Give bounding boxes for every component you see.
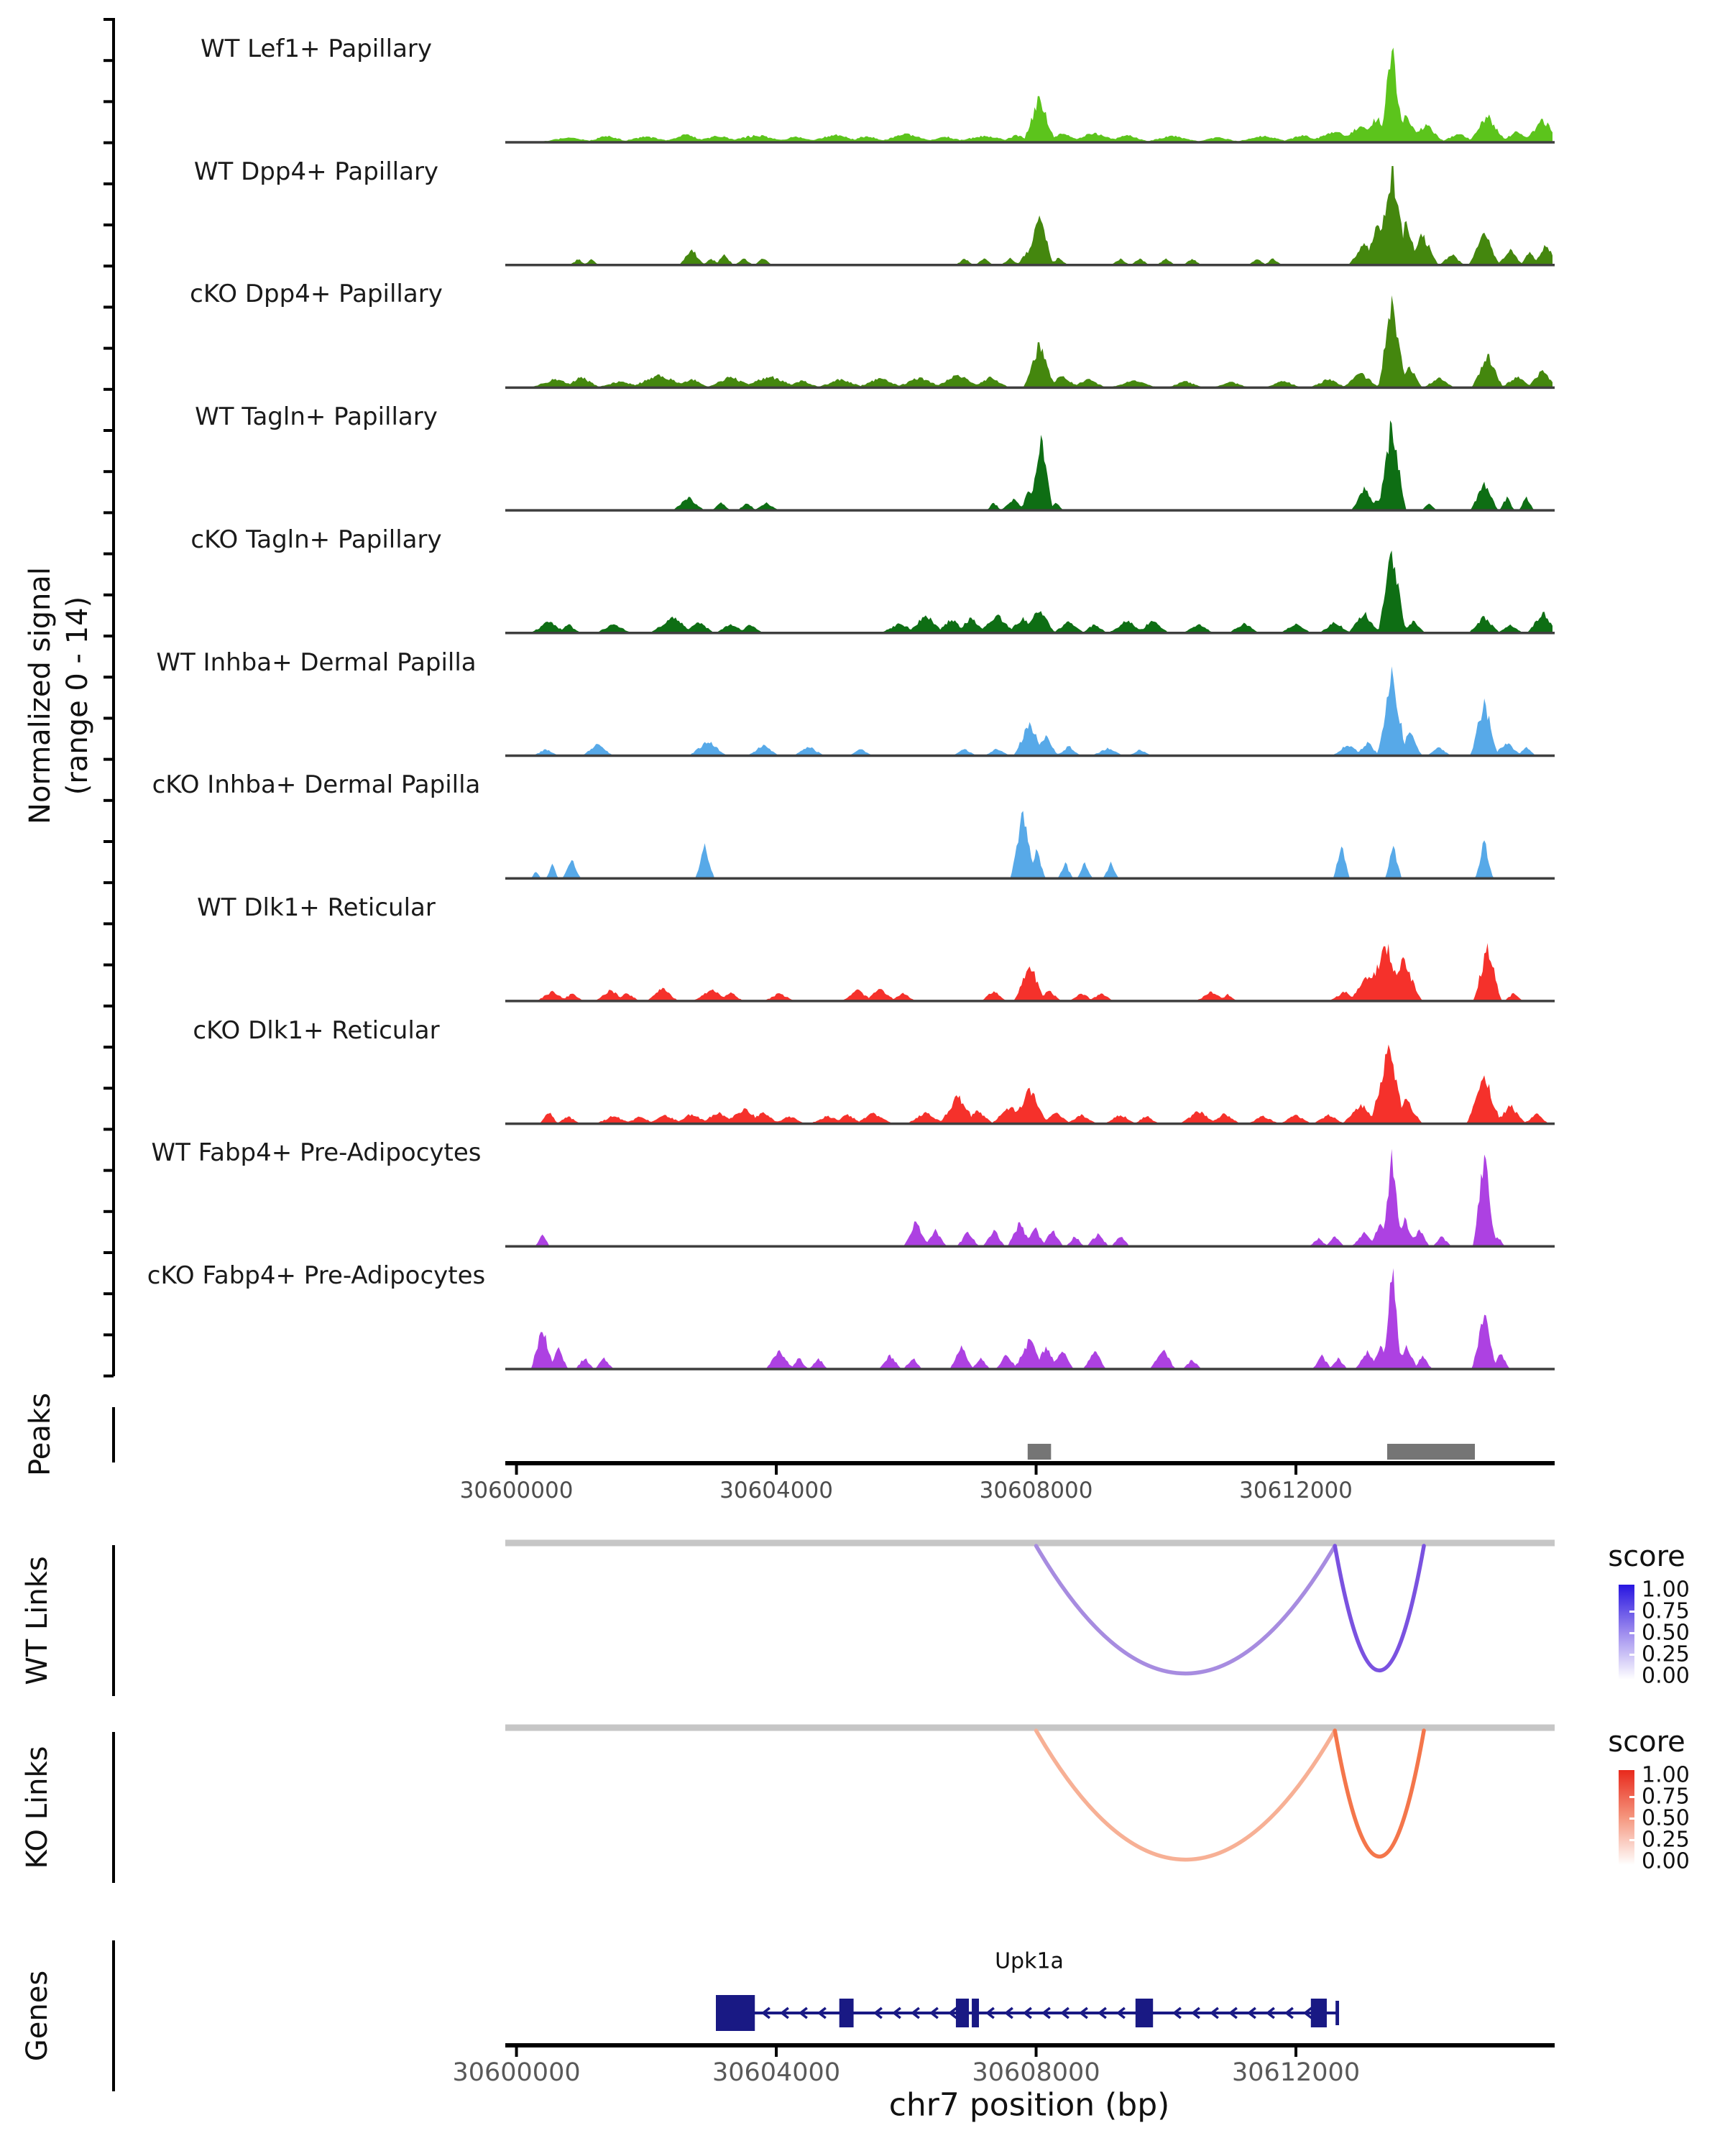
legend-tick-label: 0.75 xyxy=(1642,1784,1690,1810)
legend-colorbar-tick xyxy=(1629,1632,1634,1634)
track-label: cKO Fabp4+ Pre-Adipocytes xyxy=(147,1261,486,1290)
gene-exon xyxy=(1335,2001,1339,2025)
legend-tick-label: 1.00 xyxy=(1642,1577,1690,1603)
wt-legend-title: score xyxy=(1608,1540,1685,1573)
coverage-track xyxy=(507,420,1552,510)
y-axis-label-line1: Normalized signal xyxy=(24,567,57,824)
legend-tick-label: 0.00 xyxy=(1642,1663,1690,1689)
track-label: WT Dlk1+ Reticular xyxy=(197,893,436,922)
track-label: WT Inhba+ Dermal Papilla xyxy=(156,648,477,677)
peaks-section-label: Peaks xyxy=(24,1393,57,1476)
legend-colorbar-tick xyxy=(1629,1796,1634,1798)
wt-links-section-label: WT Links xyxy=(21,1556,54,1685)
track-label: cKO Inhba+ Dermal Papilla xyxy=(152,770,481,800)
gene-exon xyxy=(716,1995,755,2031)
peak-interval-box xyxy=(1387,1444,1475,1460)
track-label: WT Fabp4+ Pre-Adipocytes xyxy=(151,1138,482,1168)
track-label: cKO Dpp4+ Papillary xyxy=(190,280,443,309)
gene-exon xyxy=(956,1999,969,2027)
gene-exon xyxy=(972,1999,979,2027)
track-label: WT Lef1+ Papillary xyxy=(200,34,433,63)
coverage-track xyxy=(507,1268,1552,1369)
coverage-track xyxy=(507,1044,1552,1123)
y-axis-label xyxy=(22,567,96,824)
legend-colorbar-tick xyxy=(1629,1611,1634,1613)
link-arc xyxy=(1036,1546,1335,1674)
genome-axis-tick-label: 30600000 xyxy=(459,1478,574,1503)
coverage-track xyxy=(507,550,1552,633)
coverage-track xyxy=(507,295,1552,388)
ko-links-section-label: KO Links xyxy=(21,1746,54,1869)
legend-colorbar-tick xyxy=(1629,1654,1634,1656)
link-arc xyxy=(1335,1731,1424,1856)
ko-legend-title: score xyxy=(1608,1726,1685,1759)
x-axis-title: chr7 position (bp) xyxy=(888,2086,1170,2124)
gene-name-label: Upk1a xyxy=(995,1948,1064,1974)
legend-tick-label: 0.25 xyxy=(1642,1827,1690,1853)
gene-exon xyxy=(840,1999,854,2027)
peak-interval-box xyxy=(1028,1444,1052,1460)
track-label: cKO Tagln+ Papillary xyxy=(190,525,442,554)
gene-exon xyxy=(1311,1999,1327,2027)
link-arc xyxy=(1335,1546,1424,1670)
genes-section-label: Genes xyxy=(21,1970,54,2062)
track-label: WT Tagln+ Papillary xyxy=(195,402,438,432)
genome-axis-tick-label: 30612000 xyxy=(1239,1478,1353,1503)
track-label: WT Dpp4+ Papillary xyxy=(193,157,439,186)
coverage-track xyxy=(507,1149,1552,1247)
genome-axis-tick-label: 30608000 xyxy=(972,2058,1100,2087)
genome-axis-tick-label: 30604000 xyxy=(712,2058,841,2087)
y-axis-label-line2: (range 0 - 14) xyxy=(61,596,94,796)
coverage-track xyxy=(507,166,1552,265)
link-arc xyxy=(1036,1731,1335,1860)
coverage-track xyxy=(507,47,1552,142)
legend-tick-label: 0.00 xyxy=(1642,1848,1690,1874)
legend-tick-label: 0.50 xyxy=(1642,1805,1690,1831)
legend-colorbar-tick xyxy=(1629,1818,1634,1820)
legend-tick-label: 1.00 xyxy=(1642,1762,1690,1788)
genome-axis-tick-label: 30604000 xyxy=(719,1478,833,1503)
legend-tick-label: 0.50 xyxy=(1642,1620,1690,1646)
genome-axis-tick-label: 30608000 xyxy=(979,1478,1093,1503)
track-label: cKO Dlk1+ Reticular xyxy=(193,1015,440,1045)
genome-axis-tick-label: 30600000 xyxy=(452,2058,581,2087)
gene-exon xyxy=(1136,1999,1153,2027)
legend-colorbar-tick xyxy=(1629,1839,1634,1841)
legend-tick-label: 0.25 xyxy=(1642,1641,1690,1667)
coverage-track xyxy=(507,943,1552,1001)
legend-tick-label: 0.75 xyxy=(1642,1598,1690,1624)
coverage-track xyxy=(507,666,1552,755)
coverage-track xyxy=(507,811,1552,878)
genome-axis-tick-label: 30612000 xyxy=(1231,2058,1361,2087)
